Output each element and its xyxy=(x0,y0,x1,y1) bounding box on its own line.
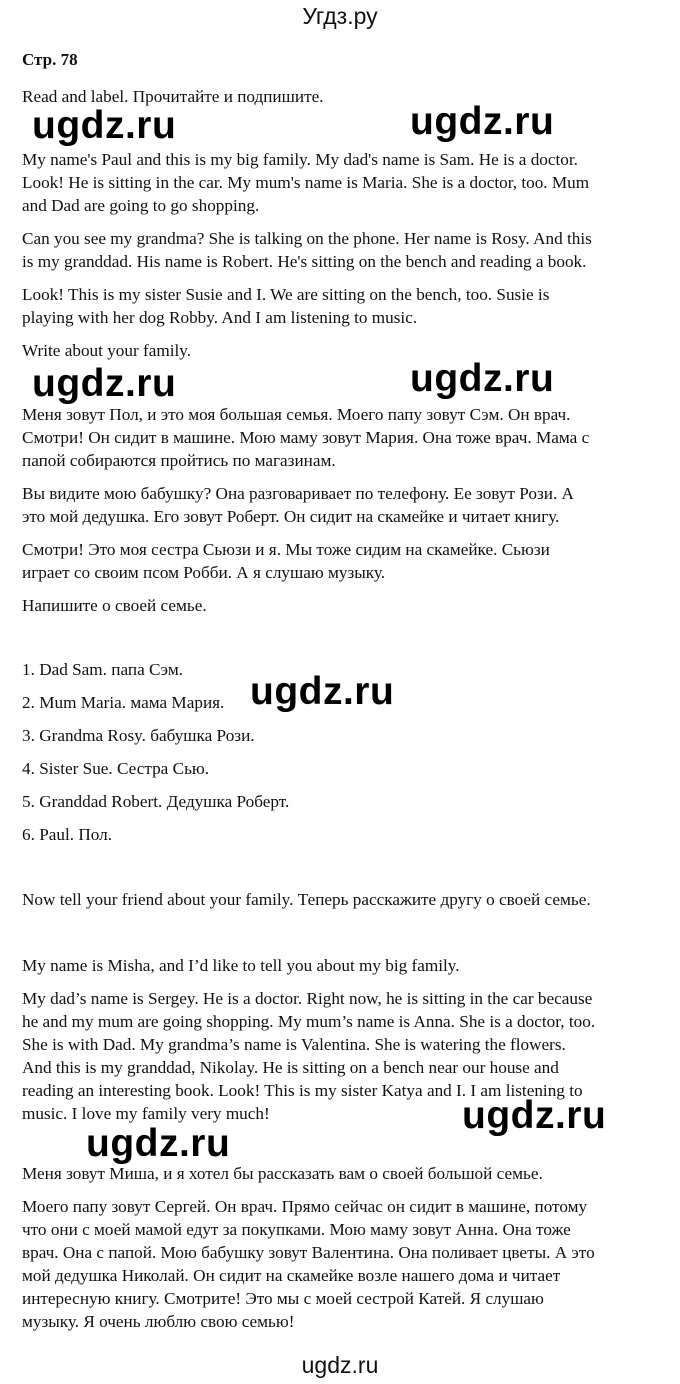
site-header[interactable]: Угдз.ру xyxy=(302,3,378,29)
watermark: ugdz.ru xyxy=(250,670,395,713)
answer-item: 3. Grandma Rosy. бабушка Рози. xyxy=(22,726,255,745)
answer-item: 5. Granddad Robert. Дедушка Роберт. xyxy=(22,792,290,811)
watermark: ugdz.ru xyxy=(462,1094,607,1137)
watermark: ugdz.ru xyxy=(410,100,555,143)
site-footer[interactable]: ugdz.ru xyxy=(301,1352,379,1378)
answer-item: 1. Dad Sam. папа Сэм. xyxy=(22,660,184,679)
text-line: Смотри! Это моя сестра Сьюзи и я. Мы тоже сидим на скамейке. Сьюзи xyxy=(22,540,550,559)
text-line: Вы видите мою бабушку? Она разговаривает по телефону. Ее зовут Рози. А xyxy=(22,484,574,503)
watermark: ugdz.ru xyxy=(32,104,177,147)
text-line: music. I love my family very much! xyxy=(22,1104,270,1123)
text-line: She is with Dad. My grandma’s name is Valentina. She is watering the flowers. xyxy=(22,1035,566,1054)
text-line: Меня зовут Пол, и это моя большая семья. Моего папу зовут Сэм. Он врач. xyxy=(22,405,571,424)
text-line: Look! This is my sister Susie and I. We are sitting on the bench, too. Susie is xyxy=(22,285,550,304)
text-line: reading an interesting book. Look! This is my sister Katya and I. I am listening to xyxy=(22,1081,583,1100)
page-reference: Стр. 78 xyxy=(22,50,78,69)
answer-item: 2. Mum Maria. мама Мария. xyxy=(22,693,225,712)
text-line: врач. Она с папой. Мою бабушку зовут Валентина. Она поливает цветы. А это xyxy=(22,1243,595,1262)
text-line: playing with her dog Robby. And I am listening to music. xyxy=(22,308,418,327)
text-line: And this is my granddad, Nikolay. He is sitting on a bench near our house and xyxy=(22,1058,559,1077)
answer-item: 6. Paul. Пол. xyxy=(22,825,112,844)
text-line: My dad’s name is Sergey. He is a doctor. Right now, he is sitting in the car because xyxy=(22,989,593,1008)
text-line: интересную книгу. Смотрите! Это мы с моей сестрой Катей. Я слушаю xyxy=(22,1289,544,1308)
text-line: что они с моей мамой едут за покупками. Мою маму зовут Анна. Она тоже xyxy=(22,1220,571,1239)
text-line: это мой дедушка. Его зовут Роберт. Он сидит на скамейке и читает книгу. xyxy=(22,507,560,526)
text-line: Look! He is sitting in the car. My mum's name is Maria. She is a doctor, too. Mum xyxy=(22,173,590,192)
task-text: Write about your family. xyxy=(22,341,192,360)
exercise1-instruction: Read and label. Прочитайте и подпишите. xyxy=(22,87,324,106)
text-line: My name's Paul and this is my big family. My dad's name is Sam. He is a doctor. xyxy=(22,150,578,169)
text-line: he and my mum are going shopping. My mum’s name is Anna. She is a doctor, too. xyxy=(22,1012,596,1031)
watermark: ugdz.ru xyxy=(32,362,177,405)
task-text: Напишите о своей семье. xyxy=(22,596,207,615)
text-line: Can you see my grandma? She is talking on the phone. Her name is Rosy. And this xyxy=(22,229,592,248)
text-line: Моего папу зовут Сергей. Он врач. Прямо сейчас он сидит в машине, потому xyxy=(22,1197,588,1216)
exercise2-instruction: Now tell your friend about your family. Теперь расскажите другу о своей семье. xyxy=(22,890,591,909)
text-line: My name is Misha, and I’d like to tell you about my big family. xyxy=(22,956,460,975)
watermark: ugdz.ru xyxy=(86,1122,231,1165)
text-line: and Dad are going to go shopping. xyxy=(22,196,260,215)
text-line: играет со своим псом Робби. А я слушаю музыку. xyxy=(22,563,386,582)
text-line: папой собираются пройтись по магазинам. xyxy=(22,451,336,470)
text-line: Смотри! Он сидит в машине. Мою маму зовут Мария. Она тоже врач. Мама с xyxy=(22,428,590,447)
text-line: музыку. Я очень люблю свою семью! xyxy=(22,1312,295,1331)
text-line: is my granddad. His name is Robert. He's sitting on the bench and reading a book. xyxy=(22,252,587,271)
text-line: мой дедушка Николай. Он сидит на скамейке возле нашего дома и читает xyxy=(22,1266,561,1285)
watermark: ugdz.ru xyxy=(410,357,555,400)
text-line: Меня зовут Миша, и я хотел бы рассказать вам о своей большой семье. xyxy=(22,1164,543,1183)
answer-item: 4. Sister Sue. Сестра Сью. xyxy=(22,759,210,778)
